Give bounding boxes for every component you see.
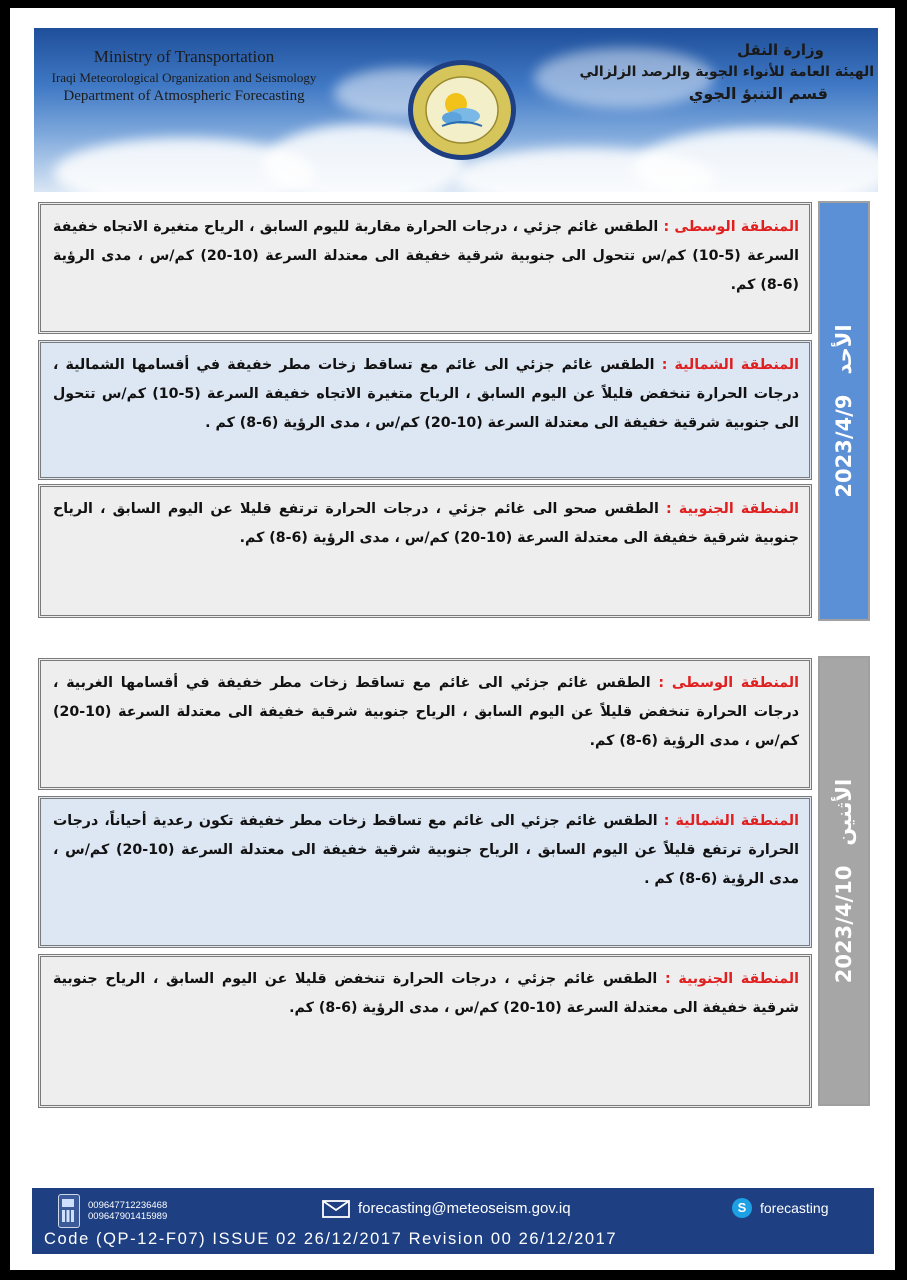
forecast-day2-south bbox=[38, 954, 812, 1108]
forecast-text: الطقس غائم جزئي ، درجات الحرارة تنخفض قليلا عن اليوم السابق ، الرياح جنوبية شرقية خفيفة الى معتدلة السرعة (10-20) كم/س ، مدى الرؤية (6-8) كم. bbox=[53, 971, 799, 1016]
region-label: المنطقة الشمالية : bbox=[663, 813, 799, 829]
forecast-text: الطقس صحو الى غائم جزئي ، درجات الحرارة ترتفع قليلا عن اليوم السابق ، الرياح جنوبية شرقية خفيفة الى معتدلة السرعة (10-20) كم/س ، مدى الرؤية (6-8) كم. bbox=[53, 501, 799, 546]
skype-handle: forecasting bbox=[760, 1200, 829, 1216]
email-address[interactable]: forecasting@meteoseism.gov.iq bbox=[358, 1200, 571, 1217]
phone-number-2: 009647901415989 bbox=[88, 1211, 168, 1222]
forecast-day2-north bbox=[38, 796, 812, 948]
department-name-en: Department of Atmospheric Forecasting bbox=[63, 88, 305, 105]
region-label: المنطقة الجنوبية : bbox=[666, 501, 799, 517]
page bbox=[10, 8, 895, 1270]
day1-date-bar bbox=[818, 201, 870, 621]
ministry-name-en: Ministry of Transportation bbox=[93, 47, 275, 66]
forecast-text: الطقس غائم جزئي الى غائم مع تساقط زخات مطر خفيفة تكون رعدية أحياناً، درجات الحرارة ترتفع قليلاً عن اليوم السابق ، الرياح جنوبية شرقية خفيفة الى معتدلة السرعة (10-20) كم/س ، مدى الرؤية (6-8) كم . bbox=[53, 813, 800, 887]
header-arabic bbox=[574, 40, 874, 105]
forecast-text: الطقس غائم جزئي الى غائم مع تساقط زخات مطر خفيفة في أقسامها الغربية ، درجات الحرارة تنخفض قليلاً عن اليوم السابق ، الرياح جنوبية شرقية خفيفة الى معتدلة السرعة (10-20) كم/س ، مدى الرؤية (6-8) كم. bbox=[53, 675, 799, 749]
region-label: المنطقة الجنوبية : bbox=[664, 971, 799, 987]
letterhead-banner bbox=[34, 28, 878, 192]
phone-numbers bbox=[88, 1200, 167, 1222]
forecast-text: الطقس غائم جزئي ، درجات الحرارة مقاربة لليوم السابق ، الرياح متغيرة الاتجاه خفيفة السرعة (5-10) كم/س تتحول الى جنوبية شرقية خفيفة الى معتدلة السرعة (10-20) كم/س ، مدى الرؤية (6-8) كم. bbox=[53, 219, 799, 293]
footer-bar bbox=[32, 1188, 874, 1254]
mail-icon bbox=[322, 1200, 350, 1218]
day2-name: الأثنين bbox=[832, 778, 856, 846]
header-english bbox=[34, 46, 334, 107]
day2-date-label bbox=[832, 769, 856, 993]
forecast-day1-north bbox=[38, 340, 812, 480]
forecast-day1-south bbox=[38, 484, 812, 618]
skype-icon: S bbox=[732, 1198, 752, 1218]
department-name-ar: قسم التنبؤ الجوي bbox=[688, 84, 828, 104]
forecast-text: الطقس غائم جزئي الى غائم مع تساقط زخات مطر خفيفة في أقسامها الشمالية ، درجات الحرارة تنخفض قليلاً عن اليوم السابق ، الرياح متغيرة الاتجاه خفيفة السرعة (5-10) كم/س تتحول الى جنوبية شرقية خفيفة الى معتدلة السرعة (10-20) كم/س ، مدى الرؤية (6-8) كم . bbox=[53, 357, 799, 431]
phone-number-1: 009647712236468 bbox=[88, 1200, 168, 1211]
region-label: المنطقة الوسطى : bbox=[663, 219, 799, 235]
ministry-name-ar: وزارة النقل bbox=[737, 41, 824, 59]
organization-name-en: Iraqi Meteorological Organization and Seismology bbox=[51, 69, 317, 85]
document-code: Code (QP-12-F07) ISSUE 02 26/12/2017 Revision 00 26/12/2017 bbox=[44, 1230, 618, 1248]
day1-name: الأحد bbox=[832, 324, 856, 375]
organization-seal-logo bbox=[406, 54, 518, 166]
region-label: المنطقة الشمالية : bbox=[661, 357, 799, 373]
phone-icon bbox=[58, 1194, 80, 1228]
day2-date-bar bbox=[818, 656, 870, 1106]
region-label: المنطقة الوسطى : bbox=[658, 675, 799, 691]
day1-date: 2023/4/9 bbox=[832, 394, 856, 498]
day1-date-label bbox=[832, 314, 856, 507]
day2-date: 2023/4/10 bbox=[832, 865, 856, 984]
organization-name-ar: الهيئة العامة للأنواء الجوية والرصد الزلزالي bbox=[579, 63, 874, 80]
forecast-day1-central bbox=[38, 202, 812, 334]
forecast-day2-central bbox=[38, 658, 812, 790]
